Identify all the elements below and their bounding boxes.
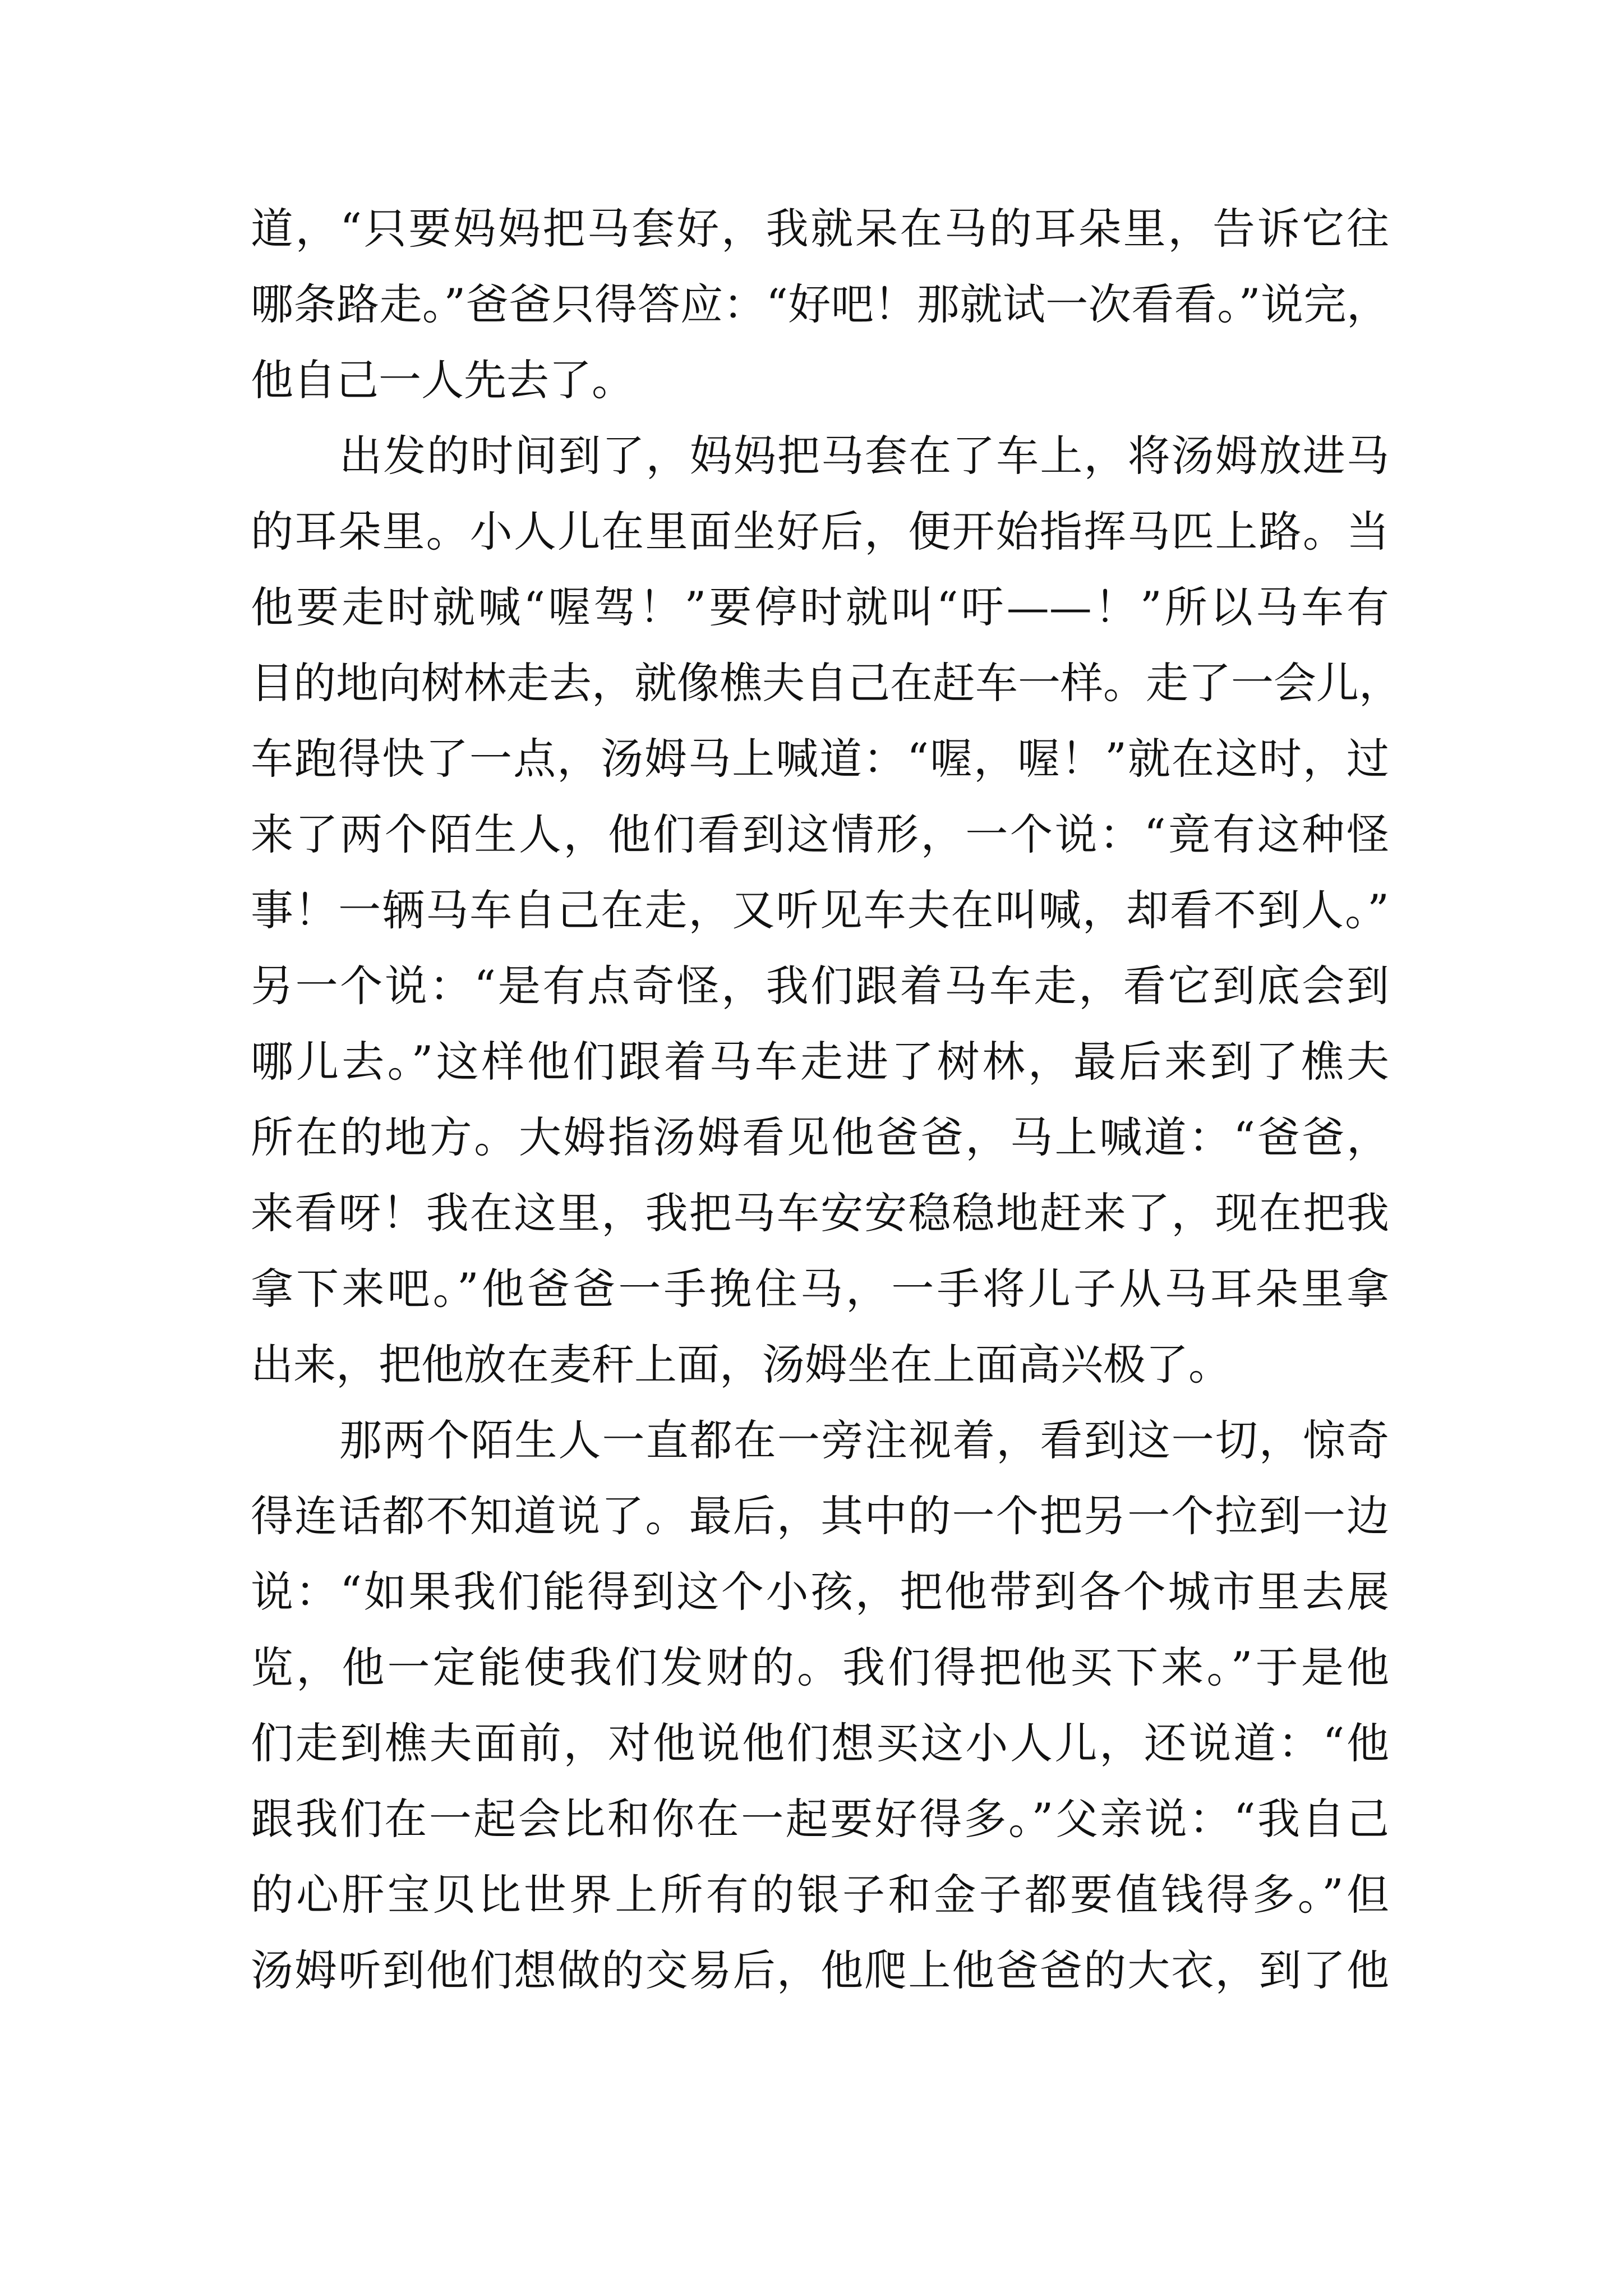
text-line: 跟我们在一起会比和你在一起要好得多。”父亲说：“我自己 xyxy=(251,1794,1389,1844)
text-line: 目的地向树林走去，就像樵夫自己在赶车一样。走了一会儿， xyxy=(251,658,1401,708)
text-line: 的耳朵里。小人儿在里面坐好后，便开始指挥马匹上路。当 xyxy=(251,507,1389,556)
text-line: 的心肝宝贝比世界上所有的银子和金子都要值钱得多。”但 xyxy=(251,1870,1389,1920)
text-line: 他要走时就喊“喔驾！”要停时就叫“吁——！”所以马车有 xyxy=(251,582,1389,632)
text-line: 汤姆听到他们想做的交易后，他爬上他爸爸的大衣，到了他 xyxy=(251,1945,1389,1995)
text-line: 出来，把他放在麦秆上面，汤姆坐在上面高兴极了。 xyxy=(251,1340,1231,1389)
text-line: 道，“只要妈妈把马套好，我就呆在马的耳朵里，告诉它往 xyxy=(251,204,1389,254)
text-line: 得连话都不知道说了。最后，其中的一个把另一个拉到一边 xyxy=(251,1491,1389,1541)
text-line: 他自己一人先去了。 xyxy=(251,355,634,405)
text-line: 另一个说：“是有点奇怪，我们跟着马车走，看它到底会到 xyxy=(251,961,1389,1011)
text-line: 所在的地方。大姆指汤姆看见他爸爸，马上喊道：“爸爸， xyxy=(251,1112,1389,1162)
text-line: 车跑得快了一点，汤姆马上喊道：“喔，喔！”就在这时，过 xyxy=(251,734,1389,784)
text-line: 来看呀！我在这里，我把马车安安稳稳地赶来了，现在把我 xyxy=(251,1188,1389,1238)
text-line: 说：“如果我们能得到这个小孩，把他带到各个城市里去展 xyxy=(251,1567,1389,1617)
paragraph-first-line: 出发的时间到了，妈妈把马套在了车上，将汤姆放进马 xyxy=(339,431,1389,481)
text-line: 哪条路走。”爸爸只得答应：“好吧！那就试一次看看。”说完， xyxy=(251,279,1389,329)
text-line: 哪儿去。”这样他们跟着马车走进了树林，最后来到了樵夫 xyxy=(251,1037,1389,1087)
text-line: 事！一辆马车自己在走，又听见车夫在叫喊，却看不到人。” xyxy=(251,885,1389,935)
text-line: 览，他一定能使我们发财的。我们得把他买下来。”于是他 xyxy=(251,1642,1389,1692)
text-line: 拿下来吧。”他爸爸一手挽住马，一手将儿子从马耳朵里拿 xyxy=(251,1264,1389,1314)
text-line: 们走到樵夫面前，对他说他们想买这小人儿，还说道：“他 xyxy=(251,1718,1389,1768)
paragraph-first-line: 那两个陌生人一直都在一旁注视着，看到这一切，惊奇 xyxy=(339,1415,1389,1465)
text-line: 来了两个陌生人，他们看到这情形，一个说：“竟有这种怪 xyxy=(251,809,1389,859)
